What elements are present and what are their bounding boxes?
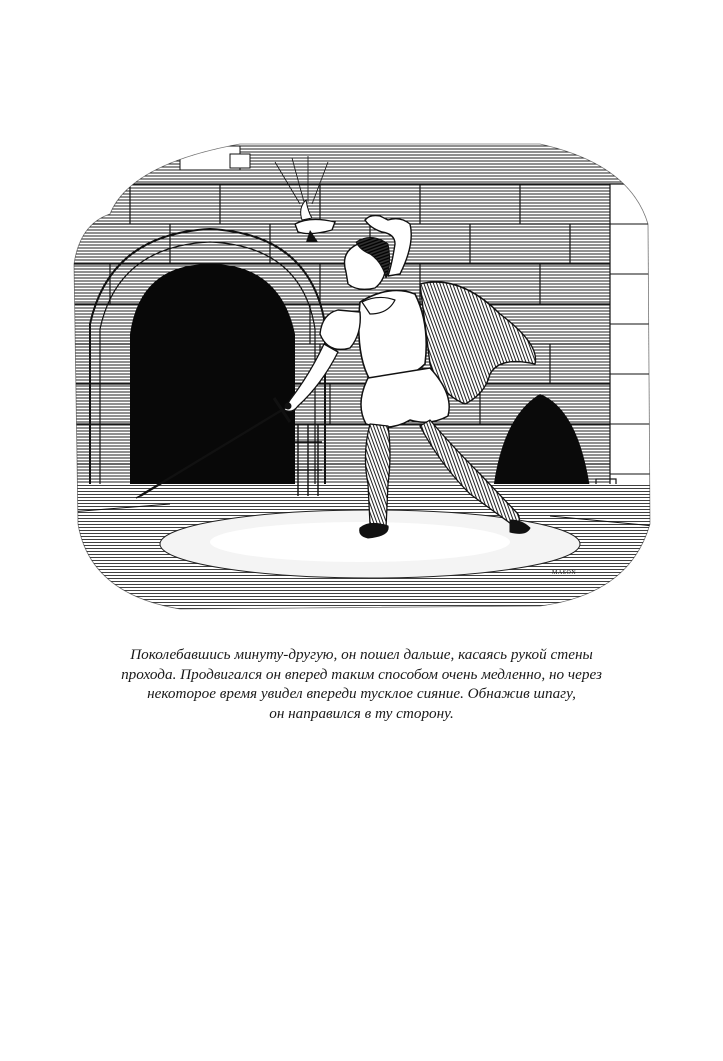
caption-line-2: прохода. Продвигался он вперед таким способом очень медленно, но через xyxy=(121,665,602,683)
caption-line-1: Поколебавшись минуту-другую, он пошел дальше, касаясь рукой стены xyxy=(130,646,593,663)
caption-line-3: некоторое время увидел впереди тусклое сияние. Обнажив шпагу, xyxy=(147,685,576,702)
caption-paragraph xyxy=(80,645,643,723)
caption-line-4: он направился в ту сторону. xyxy=(269,704,454,722)
engraver-signature: MASON xyxy=(552,570,577,576)
engraving-illustration xyxy=(70,124,654,616)
engraving-svg xyxy=(70,124,654,616)
